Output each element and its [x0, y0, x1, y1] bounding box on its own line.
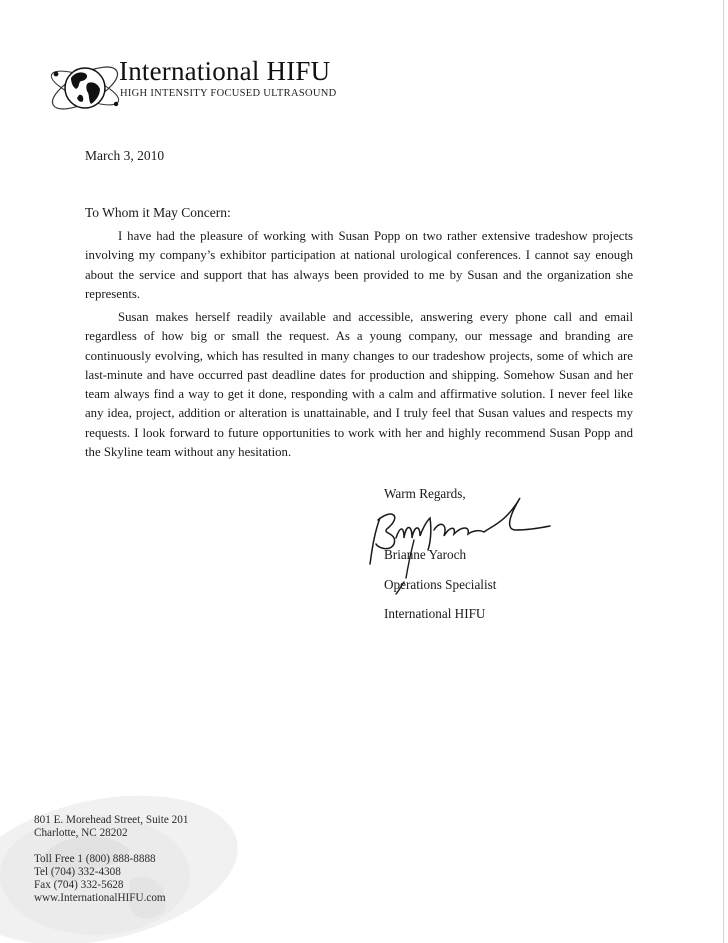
footer-fax: Fax (704) 332-5628 — [34, 879, 124, 891]
paragraph-1 — [85, 227, 633, 304]
footer-website: www.InternationalHIFU.com — [34, 892, 166, 904]
footer-tel: Tel (704) 332-4308 — [34, 866, 121, 878]
footer-toll-free: Toll Free 1 (800) 888-8888 — [34, 853, 156, 865]
paragraph-1-text: I have had the pleasure of working with Susan Popp on two rather extensive tradeshow projects involving my company’s exhibitor participation at national urological conferences. I cannot say enough about the service and support that has always been provided to me by Susan and the organization she represents. — [85, 229, 633, 301]
globe-watermark-icon — [0, 760, 260, 943]
company-name — [119, 58, 330, 85]
company-tagline: HIGH INTENSITY FOCUSED ULTRASOUND — [120, 88, 337, 99]
signer-title: Operations Specialist — [384, 577, 497, 592]
letter-date: March 3, 2010 — [85, 148, 165, 163]
signer-company: International HIFU — [384, 606, 486, 621]
closing: Warm Regards, — [384, 486, 466, 501]
signer-name: Brianne Yaroch — [384, 547, 467, 562]
globe-logo-icon — [44, 50, 126, 122]
paragraph-2-text: Susan makes herself readily available and accessible, answering every phone call and email regardless of how big or small the request. As a young company, our message and branding are continuously evolving, which has resulted in many changes to our tradeshow projects, some of which are last-minute and have occurred past deadline dates for production and shipping. Somehow Susan and her team always find a way to get it done, responding with a calm and affirmative solution. I never feel like any idea, project, addition or alteration is unattainable, and I truly feel that Susan values and respects my requests. I look forward to future opportunities to work with her and highly recommend Susan Popp and the Skyline team without any hesitation. — [85, 310, 633, 460]
company-name-part1: International — [119, 56, 260, 86]
company-name-part2: HIFU — [266, 56, 331, 86]
footer-address-line1: 801 E. Morehead Street, Suite 201 — [34, 814, 189, 826]
paragraph-2 — [85, 308, 633, 462]
page-edge-line — [723, 0, 724, 943]
salutation: To Whom it May Concern: — [85, 205, 231, 220]
footer-address-line2: Charlotte, NC 28202 — [34, 827, 128, 839]
